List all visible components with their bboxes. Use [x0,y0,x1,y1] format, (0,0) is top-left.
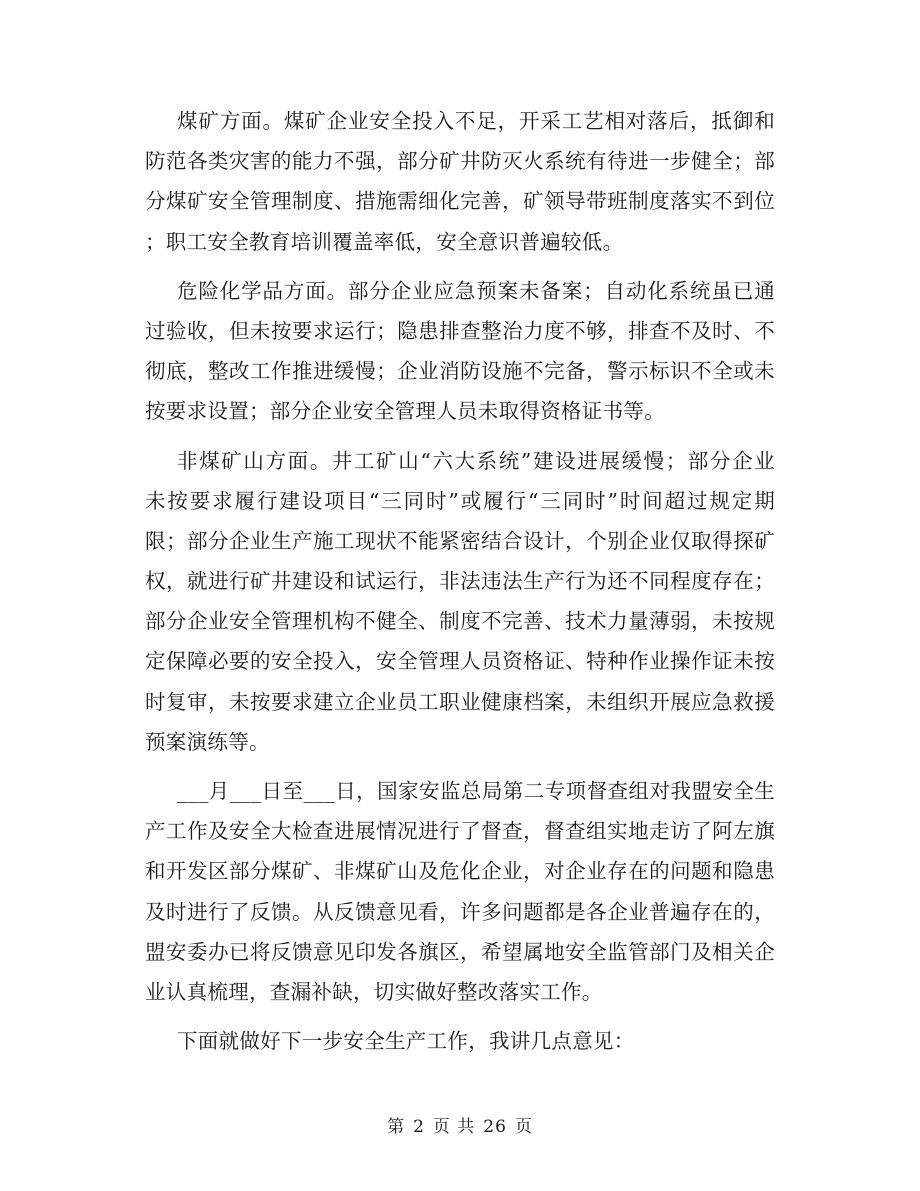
footer-suffix: 页 [514,1117,533,1137]
text-line: 限；部分企业生产施工现状不能紧密结合设计，个别企业仅取得探矿 [145,528,775,553]
text-line: 危险化学品方面。部分企业应急预案未备案；自动化系统虽已通 [177,278,775,303]
document-body [145,101,775,1061]
paragraph-coal-mines [145,101,775,262]
text-line: 盟安委办已将反馈意见印发各旗区，希望属地安全监管部门及相关企 [145,939,775,964]
text-line: 权，就进行矿井建设和试运行，非法违法生产行为还不同程度存在； [145,569,775,594]
paragraph-hazardous-chemicals [145,271,775,432]
text-line: 未按要求履行建设项目“三同时”或履行“三同时”时间超过规定期 [145,488,775,513]
text-line: 过验收，但未按要求运行；隐患排查整治力度不够，排查不及时、不 [145,318,775,343]
footer-middle: 页 共 [432,1117,476,1137]
text-line: 定保障必要的安全投入，安全管理人员资格证、特种作业操作证未按 [145,649,775,674]
text-line: 防范各类灾害的能力不强，部分矿井防灭火系统有待进一步健全；部 [145,149,775,174]
text-line: 下面就做好下一步安全生产工作，我讲几点意见： [177,1029,635,1054]
paragraph-non-coal-mines [145,441,775,763]
footer-prefix: 第 [387,1117,406,1137]
text-line: 煤矿方面。煤矿企业安全投入不足，开采工艺相对落后，抵御和 [177,109,775,133]
text-line: 预案演练等。 [145,729,270,754]
text-line: 彻底，整改工作推进缓慢；企业消防设施不完备，警示标识不全或未 [145,359,775,384]
page-footer [0,1112,920,1137]
text-line: 分煤矿安全管理制度、措施需细化完善，矿领导带班制度落实不到位 [145,189,775,214]
text-line: 业认真梳理，查漏补缺，切实做好整改落实工作。 [145,979,603,1004]
text-line: 部分企业安全管理机构不健全、制度不完善、技术力量薄弱，未按规 [145,609,775,634]
text-line: 产工作及安全大检查进展情况进行了督查，督查组实地走访了阿左旗 [145,819,775,844]
paragraph-next-steps [145,1021,775,1061]
paragraph-inspection [145,771,775,1012]
page-total: 26 [483,1117,507,1137]
text-line: 及时进行了反馈。从反馈意见看，许多问题都是各企业普遍存在的， [145,899,775,924]
text-line: 按要求设置；部分企业安全管理人员未取得资格证书等。 [145,399,665,424]
text-line: ___月___日至___日，国家安监总局第二专项督查组对我盟安全生 [177,779,775,803]
text-line: 时复审，未按要求建立企业员工职业健康档案，未组织开展应急救援 [145,689,775,714]
text-line: 非煤矿山方面。井工矿山“六大系统”建设进展缓慢；部分企业 [177,448,775,473]
text-line: ；职工安全教育培训覆盖率低，安全意识普遍较低。 [145,229,624,254]
text-line: 和开发区部分煤矿、非煤矿山及危化企业，对企业存在的问题和隐患 [145,859,775,884]
page-number: 2 [413,1117,425,1137]
